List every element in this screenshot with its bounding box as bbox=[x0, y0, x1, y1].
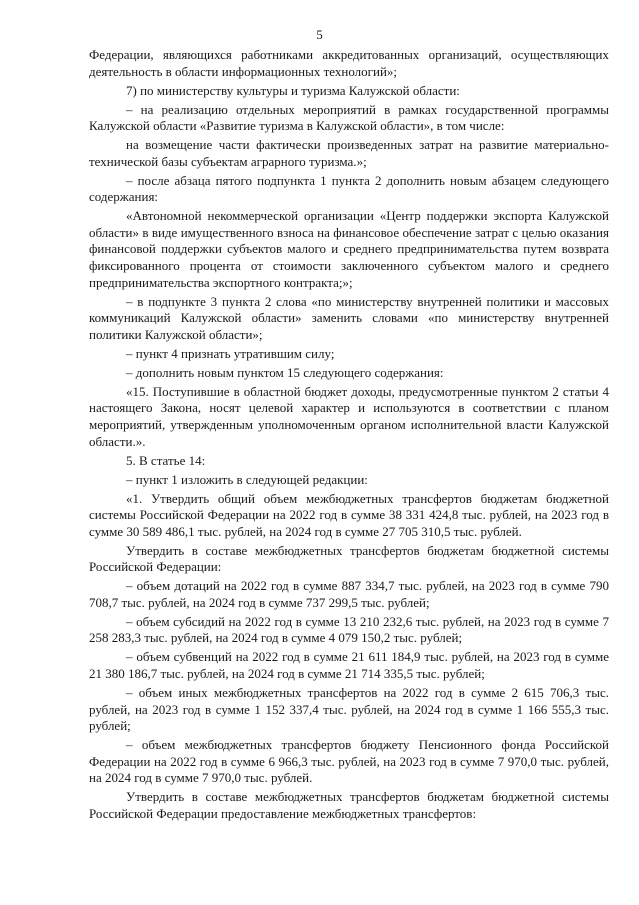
paragraph: Утвердить в составе межбюджетных трансфертов бюджетам бюджетной системы Российской Федерации предоставление межбюджетных трансфертов: bbox=[89, 789, 609, 821]
paragraph: – объем субвенций на 2022 год в сумме 21 611 184,9 тыс. рублей, на 2023 год в сумме 21 380 186,7 тыс. рублей, на 2024 год в сумме 21 714 335,5 тыс. рублей; bbox=[89, 649, 609, 682]
document-body bbox=[89, 47, 609, 825]
paragraph: – объем иных межбюджетных трансфертов на 2022 год в сумме 2 615 706,3 тыс. рублей, на 2023 год в сумме 1 152 337,4 тыс. рублей, на 2024 год в сумме 1 166 555,3 тыс. рублей; bbox=[89, 685, 609, 734]
page-number: 5 bbox=[316, 27, 323, 42]
paragraph: на возмещение части фактически произведенных затрат на развитие материально-технической базы субъектам аграрного туризма.»; bbox=[89, 137, 609, 169]
paragraph: «1. Утвердить общий объем межбюджетных трансфертов бюджетам бюджетной системы Российской Федерации на 2022 год в сумме 38 331 424,8 тыс. рублей, на 2023 год в сумме 30 589 486,1 тыс. рублей, на 2024 год в сумме 27 705 310,5 тыс. рублей. bbox=[89, 490, 609, 539]
paragraph: Федерации, являющихся работниками аккредитованных организаций, осуществляющих деятельность в области информационных технологий»; bbox=[89, 47, 609, 79]
paragraph: – пункт 4 признать утратившим силу; bbox=[126, 345, 335, 361]
paragraph: – объем межбюджетных трансфертов бюджету Пенсионного фонда Российской Федерации на 2022 год в сумме 6 966,3 тыс. рублей, на 2023 год в сумме 7 970,0 тыс. рублей, на 2024 год в сумме 7 970,0 тыс. рублей. bbox=[89, 737, 609, 786]
paragraph: – в подпункте 3 пункта 2 слова «по министерству внутренней политики и массовых коммуникаций Калужской области» заменить словами «по министерству внутренней политики Калужской области»; bbox=[89, 293, 609, 342]
paragraph: Утвердить в составе межбюджетных трансфертов бюджетам бюджетной системы Российской Федерации: bbox=[89, 542, 609, 575]
paragraph: – после абзаца пятого подпункта 1 пункта 2 дополнить новым абзацем следующего содержания: bbox=[89, 172, 609, 205]
paragraph: 7) по министерству культуры и туризма Калужской области: bbox=[126, 82, 460, 98]
paragraph: «Автономной некоммерческой организации «Центр поддержки экспорта Калужской области» в виде имущественного взноса на финансовое обеспечение затрат с целью оказания финансовой поддержки субъектов малого и среднего предпринимательства путем возврата фиксированного процента от стоимости заключенного субъектом малого и среднего предпринимательства экспортного контракта;»; bbox=[89, 208, 609, 290]
paragraph: – на реализацию отдельных мероприятий в рамках государственной программы Калужской области «Развитие туризма в Калужской области», в том числе: bbox=[89, 101, 609, 134]
paragraph: – объем дотаций на 2022 год в сумме 887 334,7 тыс. рублей, на 2023 год в сумме 790 708,7 тыс. рублей, на 2024 год в сумме 737 299,5 тыс. рублей; bbox=[89, 578, 609, 610]
paragraph: – пункт 1 изложить в следующей редакции: bbox=[126, 471, 368, 487]
paragraph: – объем субсидий на 2022 год в сумме 13 210 232,6 тыс. рублей, на 2023 год в сумме 7 258 283,3 тыс. рублей, на 2024 год в сумме 4 079 150,2 тыс. рублей; bbox=[89, 613, 609, 646]
paragraph: 5. В статье 14: bbox=[126, 452, 206, 468]
paragraph: – дополнить новым пунктом 15 следующего содержания: bbox=[126, 364, 444, 380]
paragraph: «15. Поступившие в областной бюджет доходы, предусмотренные пунктом 2 статьи 4 настоящего Закона, носят целевой характер и используются в соответствии с планом мероприятий, утвержденным уполномоченным органом исполнительной власти Калужской области.». bbox=[89, 383, 609, 449]
